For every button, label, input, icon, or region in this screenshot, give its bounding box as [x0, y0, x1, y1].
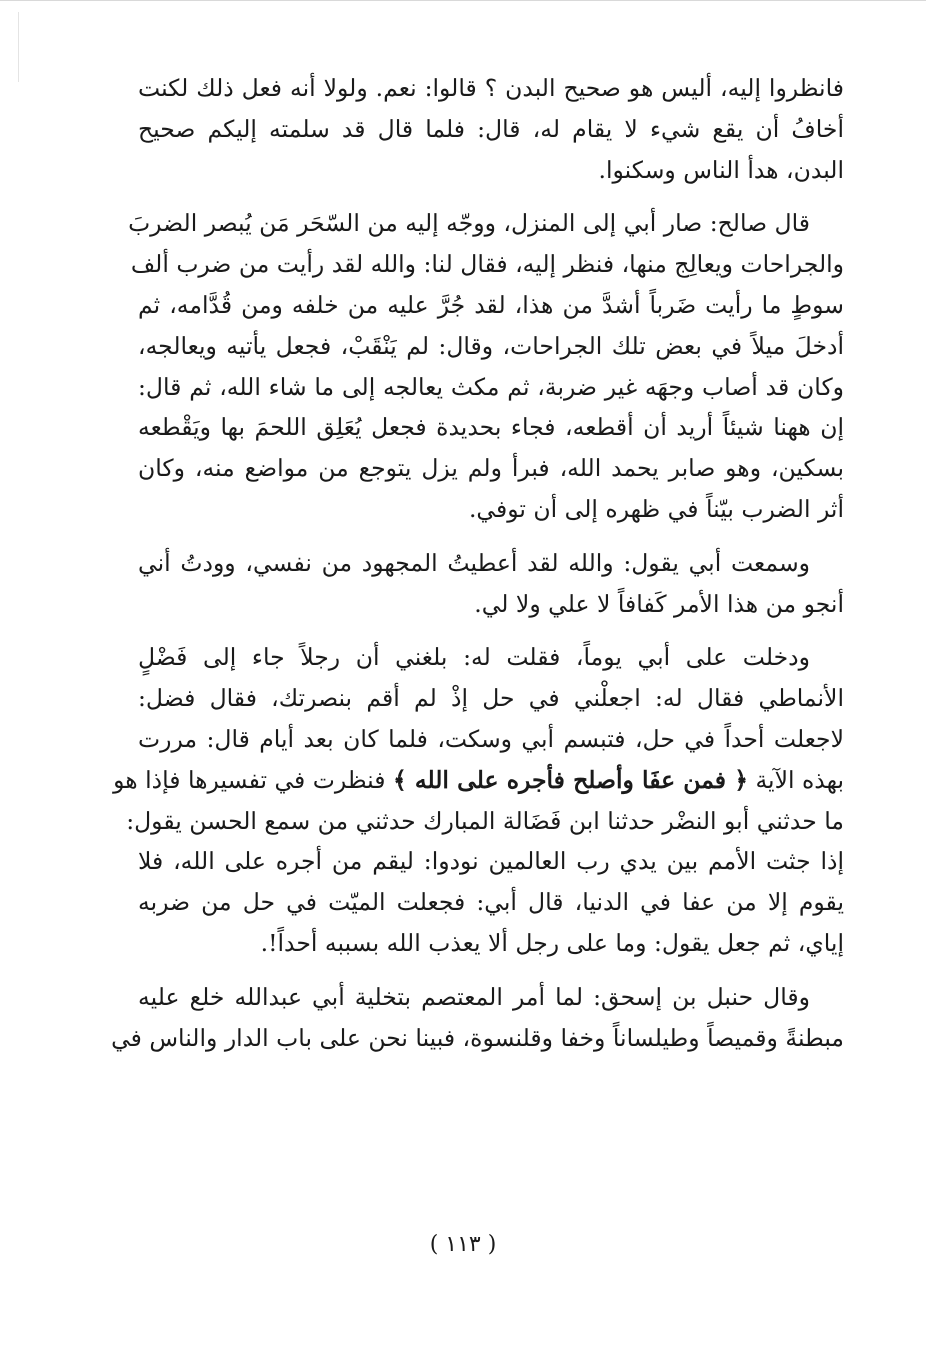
- page-number: ( ١١٣ ): [429, 1232, 497, 1257]
- paragraph-4: [113, 637, 844, 963]
- paragraph-2: [128, 203, 844, 529]
- text-line: سوطٍ ما رأيت ضَرباً أشدَّ من هذا، لقد جُرَّ عليه من خلفه ومن قُدَّامه، ثم: [138, 290, 844, 319]
- text-line: بسكين، وهو صابر يحمد الله، فبرأ ولم يزل يتوجع من مواضع منه، وكان: [138, 454, 844, 483]
- text-line: والجراحات ويعالِج منها، فنظر إليه، فقال لنا: والله لقد رأيت من ضرب ألف: [130, 250, 844, 279]
- quran-verse-line: بهذه الآية ﴿ فمن عفَا وأصلح فأجره على الله ﴾ فنظرت في تفسيرها فإذا هو: [113, 765, 844, 794]
- paragraph-3: [138, 543, 844, 625]
- paragraph-5: [111, 977, 844, 1059]
- text-line: إياي، ثم جعل يقول: وما على رجل ألا يعذب الله بسببه أحداً!.: [260, 928, 844, 957]
- text-line: ودخلت على أبي يوماً، فقلت له: بلغني أن رجلاً جاء إلى فَضْلٍ: [138, 643, 810, 672]
- text-line: الأنماطي فقال له: اجعلْني في حل إذْ لم أقم بنصرتك، فقال فضل:: [138, 684, 844, 713]
- text-line: فانظروا إليه، أليس هو صحيح البدن ؟ قالوا: نعم. ولولا أنه فعل ذلك لكنت: [138, 74, 844, 102]
- scan-margin-mark: [18, 12, 19, 82]
- text-line: أثر الضرب بيّناً في ظهره إلى أن توفي.: [468, 494, 844, 523]
- scan-edge: [0, 0, 926, 1]
- text-line: وقال حنبل بن إسحق: لما أمر المعتصم بتخلية أبي عبدالله خلع عليه: [138, 982, 810, 1011]
- text-line: يقوم إلا من عفا في الدنيا، قال أبي: فجعلت الميّت في حل من ضربه: [138, 888, 844, 917]
- paragraph-1: [138, 68, 844, 190]
- text-line: أنجو من هذا الأمر كَفافاً لا علي ولا لي.: [474, 589, 844, 618]
- text-line: ما حدثني أبو النضْر حدثنا ابن فَضَالة المبارك حدثني من سمع الحسن يقول:: [126, 806, 844, 835]
- text-line: إذا جثت الأمم بين يدي رب العالمين نودوا: ليقم من أجره على الله، فلا: [138, 847, 844, 876]
- text-line: أخافُ أن يقع شيء لا يقام له، قال: فلما قال قد سلمته إليكم صحيح: [138, 114, 844, 143]
- quran-verse: ﴿ فمن عفَا وأصلح فأجره على الله ﴾: [392, 765, 748, 794]
- text-line: إن ههنا شيئاً أريد أن أقطعه، فجاء بحديدة فجعل يُعَلِق اللحمَ بها ويَقْطعه: [138, 413, 844, 442]
- text-line: قال صالح: صار أبي إلى المنزل، ووجّه إليه من السّحَر مَن يُبصر الضربَ: [128, 209, 810, 238]
- text-line: وسمعت أبي يقول: والله لقد أعطيتُ المجهود من نفسي، وودتُ أني: [138, 548, 810, 577]
- body-text: [111, 68, 844, 1071]
- text-line: مبطنةً وقميصاً وطيلساناً وخفا وقلنسوة، فبينا نحن على باب الدار والناس في: [111, 1023, 844, 1052]
- text-line: لاجعلت أحداً في حل، فتبسم أبي وسكت، فلما كان بعد أيام قال: مررت: [138, 724, 844, 753]
- text-line: وكان قد أصاب وجهَه غير ضربة، ثم مكث يعالجه إلى ما شاء الله، ثم قال:: [138, 372, 844, 401]
- text-line: أدخلَ ميلاً في بعض تلك الجراحات، وقال: لم يَنْقَبْ، فجعل يأتيه ويعالجه،: [138, 331, 844, 360]
- text-line: البدن، هدأ الناس وسكنوا.: [598, 155, 844, 184]
